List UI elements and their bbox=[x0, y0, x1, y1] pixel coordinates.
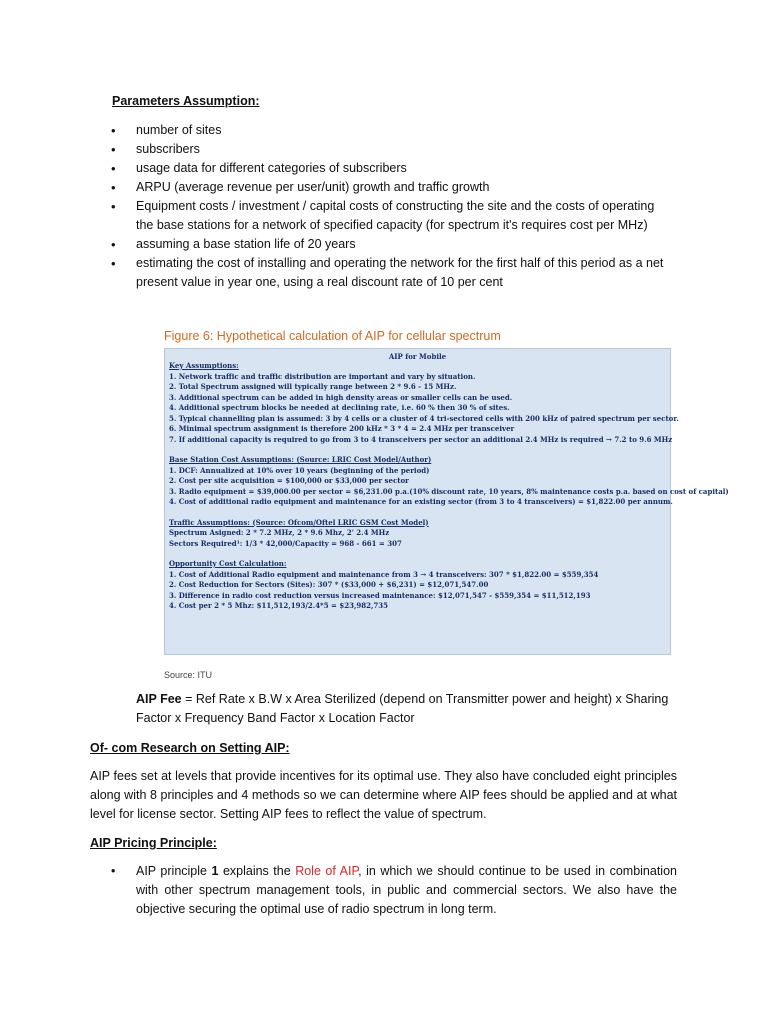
base-station-line: 2. Cost per site acquisition = $100,000 or $33,000 per sector bbox=[169, 476, 409, 485]
key-assumptions-title: Key Assumptions: bbox=[169, 361, 239, 370]
key-assumption-line: 1. Network traffic and traffic distribution are important and vary by situation. bbox=[169, 371, 476, 381]
figure-caption: Figure 6: Hypothetical calculation of AIP for cellular spectrum bbox=[164, 329, 501, 343]
aip-fee-formula bbox=[136, 690, 671, 728]
base-station-title: Base Station Cost Assumptions: (Source: LRIC Cost Model/Author) bbox=[169, 455, 432, 464]
opportunity-line: 2. Cost Reduction for Sectors (Sites): 307 * ($33,000 + $6,231) = $12,071,547.00 bbox=[169, 580, 489, 589]
traffic-line: Spectrum Asigned: 2 * 7.2 MHz, 2 * 9.6 Mhz, 2' 2.4 MHz bbox=[169, 528, 390, 537]
pricing-item bbox=[111, 862, 677, 919]
ofcom-heading: Of- com Research on Setting AIP: bbox=[90, 741, 290, 755]
traffic-line: Sectors Required¹: 1/3 * 42,000/Capacity = 968 - 661 = 307 bbox=[169, 538, 402, 548]
key-assumption-line: 4. Additional spectrum blocks be needed at declining rate, i.e. 60 % then 30 % of sites. bbox=[169, 403, 510, 412]
figure-box-title: AIP for Mobile bbox=[388, 352, 447, 361]
list-item: • subscribers bbox=[111, 140, 671, 159]
figure-source: Source: ITU bbox=[164, 670, 213, 680]
parameters-list bbox=[111, 121, 671, 292]
ofcom-paragraph: AIP fees set at levels that provide incentives for its optimal use. They also have concluded eight principles along with 8 principles and 4 methods so we can determine where AIP fees should be applied and at what level for license sector. Setting AIP fees to reflect the value of spectrum. bbox=[90, 769, 677, 821]
key-assumption-line: 3. Additional spectrum can be added in high density areas or smaller cells can be used. bbox=[169, 392, 513, 402]
pricing-rest: , in which we should continue to be used in combination with other spectrum management tools, in public and commercial sectors. We also have the objective securing the optimal use of radio spectrum in long term. bbox=[136, 864, 677, 916]
traffic-section bbox=[169, 518, 670, 550]
list-item: • ARPU (average revenue per user/unit) growth and traffic growth bbox=[111, 178, 671, 197]
list-item: • assuming a base station life of 20 years bbox=[111, 235, 671, 254]
traffic-title: Traffic Assumptions: (Source: Ofcom/Oftel LRIC GSM Cost Model) bbox=[169, 517, 429, 527]
base-station-line: 1. DCF: Annualized at 10% over 10 years (beginning of the period) bbox=[169, 465, 430, 475]
pricing-item-text bbox=[136, 862, 677, 919]
pricing-prefix: AIP principle bbox=[136, 864, 212, 878]
base-station-section bbox=[169, 455, 729, 508]
list-item: • usage data for different categories of subscribers bbox=[111, 159, 671, 178]
pricing-number: 1 bbox=[211, 864, 219, 878]
list-item: • number of sites bbox=[111, 121, 671, 140]
pricing-mid: explains the bbox=[218, 864, 296, 878]
opportunity-line: 1. Cost of Additional Radio equipment and maintenance from 3 → 4 transceivers: 307 * $1,822.00 = $559,354 bbox=[169, 569, 599, 579]
key-assumption-line: 2. Total Spectrum assigned will typically range between 2 * 9.6 - 15 MHz. bbox=[169, 382, 457, 391]
aip-fee-label: AIP Fee bbox=[136, 692, 182, 706]
opportunity-line: 4. Cost per 2 * 5 Mhz: $11,512,193/2.4*5 = $23,982,735 bbox=[169, 601, 389, 610]
key-assumption-line: 7. If additional capacity is required to go from 3 to 4 transceivers per sector an additional 2.4 MHz is required → 7.2 to 9.6 MHz bbox=[169, 434, 673, 444]
key-assumption-line: 5. Typical channelling plan is assumed: 3 by 4 cells or a cluster of 4 tri-sectored cells with 200 kHz of paired spectrum per sector. bbox=[169, 413, 679, 423]
opportunity-title: Opportunity Cost Calculation: bbox=[169, 559, 287, 568]
parameters-heading: Parameters Assumption: bbox=[112, 94, 260, 108]
key-assumptions-section bbox=[169, 361, 679, 445]
figure-image bbox=[164, 348, 729, 655]
list-item: • estimating the cost of installing and operating the network for the first half of this period as a net present value in year one, using a real discount rate of 10 per cent bbox=[111, 254, 671, 292]
bullet-icon: • bbox=[111, 864, 116, 878]
aip-fee-formula-text: = Ref Rate x B.W x Area Sterilized (depend on Transmitter power and height) x Sharing Factor x Frequency Band Factor x Location Factor bbox=[136, 692, 669, 725]
base-station-line: 3. Radio equipment = $39,000.00 per sector = $6,231.00 p.a.(10% discount rate, 10 years, 8% maintenance costs p.a. based on cost of capital) bbox=[169, 486, 729, 496]
opportunity-line: 3. Difference in radio cost reduction versus increased maintenance: $12,071,547 - $559,354 = $11,512,193 bbox=[169, 590, 591, 600]
pricing-heading: AIP Pricing Principle: bbox=[90, 836, 217, 850]
role-of-aip-text: Role of AIP bbox=[295, 864, 359, 878]
key-assumption-line: 6. Minimal spectrum assignment is therefore 200 kHz * 3 * 4 = 2.4 MHz per transceiver bbox=[169, 424, 515, 433]
opportunity-section bbox=[169, 559, 670, 612]
base-station-line: 4. Cost of additional radio equipment and maintenance for an existing sector (from 3 to 4 transceivers) = $1,822.00 per annum. bbox=[169, 497, 673, 506]
list-item: • Equipment costs / investment / capital costs of constructing the site and the costs of operating the base stations for a network of specified capacity (for spectrum it's requires cost per MHz) bbox=[111, 197, 671, 235]
